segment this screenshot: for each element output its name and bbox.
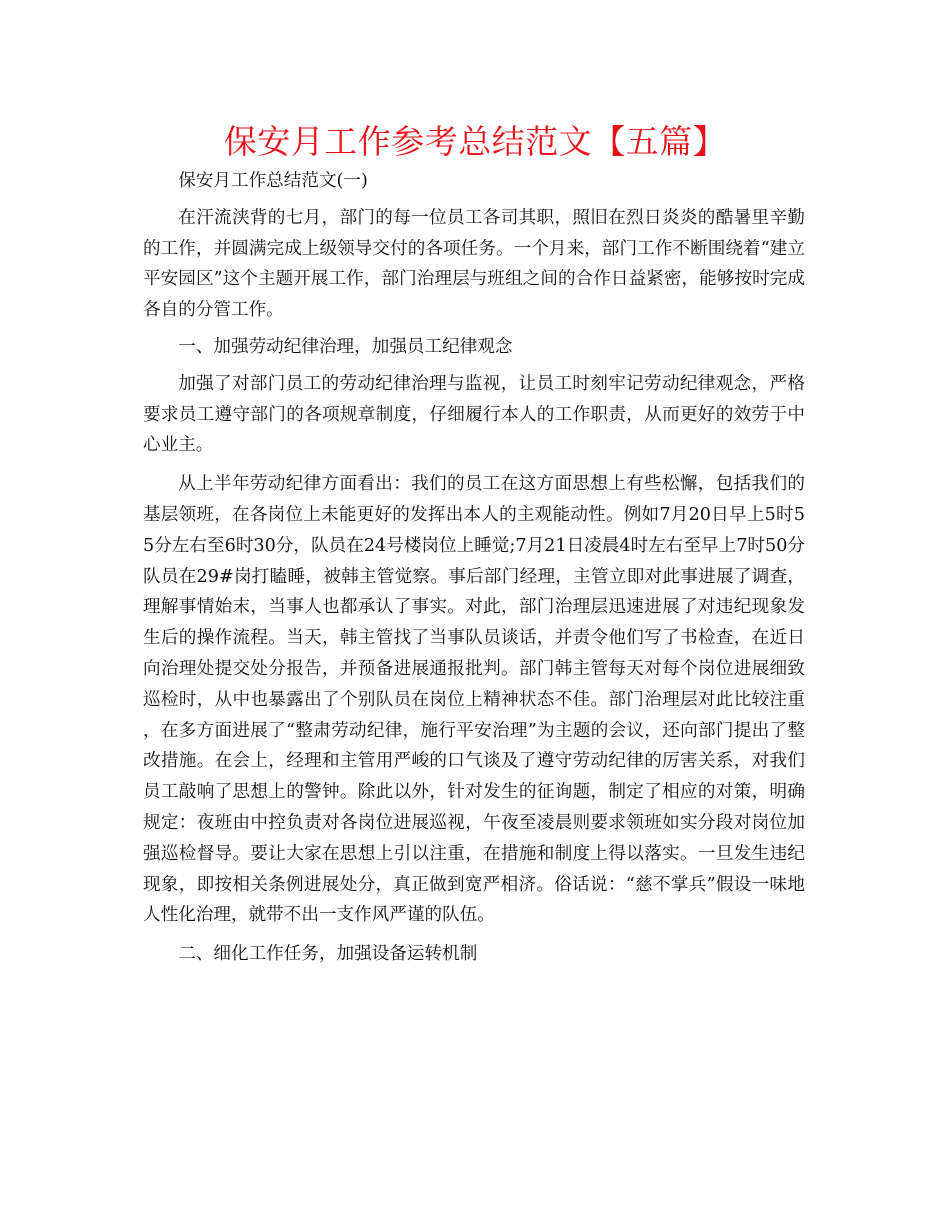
document-body (143, 166, 805, 970)
section-heading-2: 二、细化工作任务，加强设备运转机制 (178, 944, 478, 965)
subtitle-paragraph: 保安月工作总结范文(一) (178, 171, 368, 191)
intro-paragraph: 在汗流浃背的七月，部门的每一位员工各司其职，照旧在烈日炎炎的酷暑里辛勤的工作，并圆满完成上级领导交付的各项任务。一个月来，部门工作不断围绕着“建立平安园区”这个主题开展工作，部门治理层与班组之间的合作日益紧密，能够按时完成各自的分管工作。 (143, 207, 805, 321)
document-title: 保安月工作参考总结范文【五篇】 (223, 122, 727, 161)
section-heading-1: 一、加强劳动纪律治理，加强员工纪律观念 (178, 336, 513, 357)
body-paragraph: 从上半年劳动纪律方面看出：我们的员工在这方面思想上有些松懈，包括我们的基层领班，在各岗位上未能更好的发挥出本人的主观能动性。例如7月20日早上5时55分左右至6时30分，队员在24号楼岗位上睡觉;7月21日凌晨4时左右至早上7时50分队员在29#岗打瞌睡，被韩主管觉察。事后部门经理，主管立即对此事进展了调查，理解事情始末，当事人也都承认了事实。对此，部门治理层迅速进展了对违纪现象发生后的操作流程。当天，韩主管找了当事队员谈话，并责令他们写了书检查，在近日向治理处提交处分报告，并预备进展通报批判。部门韩主管每天对每个岗位进展细致巡检时，从中也暴露出了个别队员在岗位上精神状态不佳。部门治理层对此比较注重，在多方面进展了“整肃劳动纪律，施行平安治理”为主题的会议，还向部门提出了整改措施。在会上，经理和主管用严峻的口气谈及了遵守劳动纪律的厉害关系，对我们员工敲响了思想上的警钟。除此以外，针对发生的征询题，制定了相应的对策，明确规定：夜班由中控负责对各岗位进展巡视，午夜至凌晨则要求领班如实分段对岗位加强巡检督导。要让大家在思想上引以注重，在措施和制度上得以落实。一旦发生违纪现象，即按相关条例进展处分，真正做到宽严相济。俗话说：“慈不掌兵”假设一味地人性化治理，就带不出一支作风严谨的队伍。 (143, 474, 805, 926)
body-paragraph: 加强了对部门员工的劳动纪律治理与监视，让员工时刻牢记劳动纪律观念，严格要求员工遵守部门的各项规章制度，仔细履行本人的工作职责，从而更好的效劳于中心业主。 (143, 373, 805, 456)
